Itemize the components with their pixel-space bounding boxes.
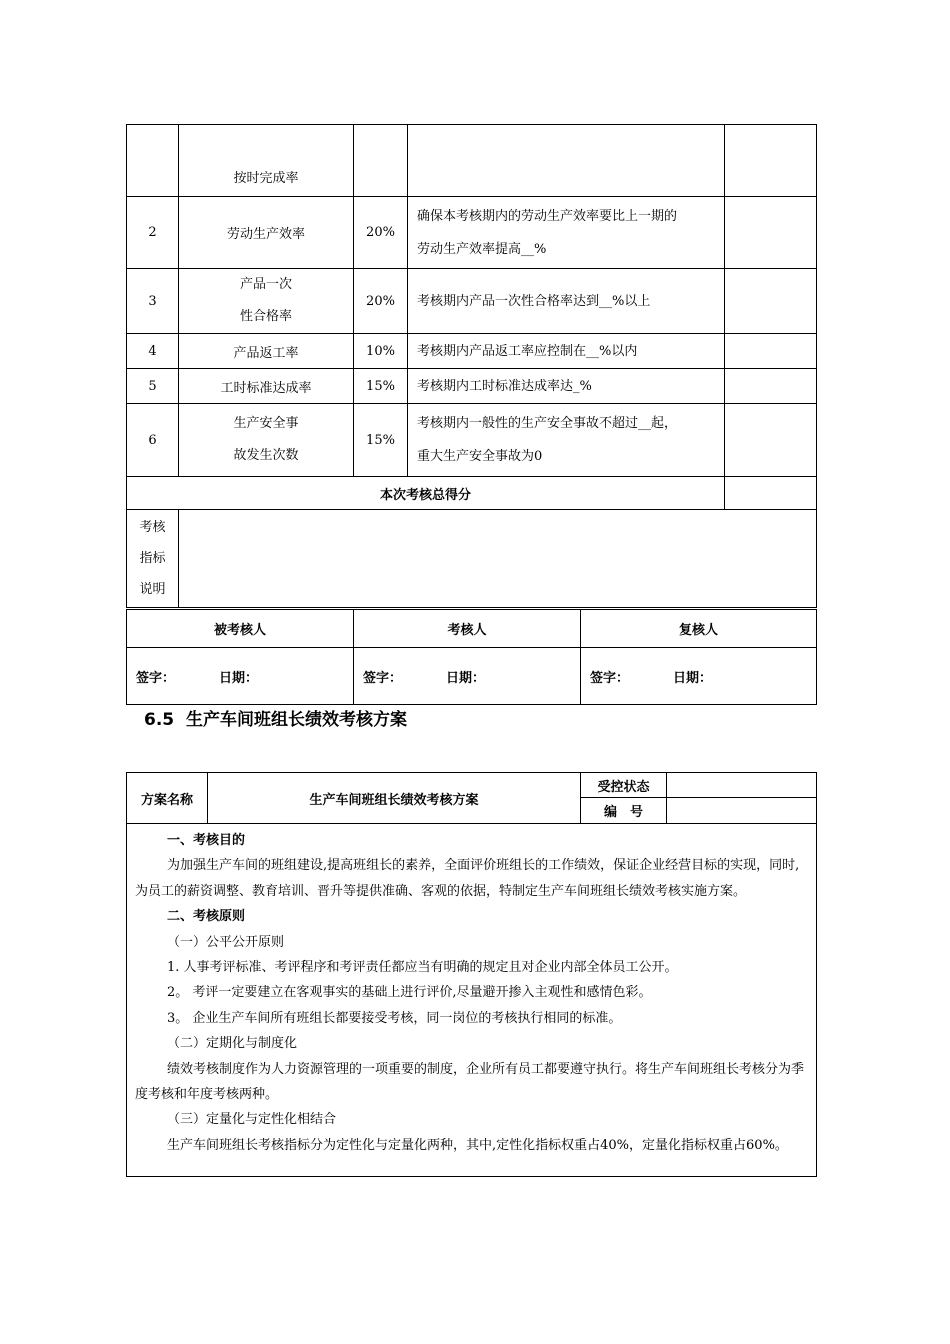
signature-table [126, 609, 817, 705]
total-score-row [127, 477, 817, 510]
standard-cell [408, 125, 725, 197]
indicator-text: 按时完成率 [233, 171, 299, 186]
weight-cell [354, 125, 408, 197]
explanation-label-line: 说明 [139, 582, 166, 597]
table-row [127, 125, 817, 197]
row-index: 4 [127, 334, 179, 369]
row-index: 2 [127, 197, 179, 269]
indicator-cell: 工时标准达成率 [179, 369, 354, 404]
signature-cell [127, 648, 354, 705]
standard-cell [408, 404, 725, 477]
row-index: 5 [127, 369, 179, 404]
indicator-cell [179, 269, 354, 334]
score-cell [725, 369, 817, 404]
signature-row [127, 648, 817, 705]
weight-cell: 20% [354, 269, 408, 334]
plan-body-row [127, 824, 817, 1177]
paragraph: 绩效考核制度作为人力资源管理的一项重要的制度，企业所有员工都要遵守执行。将生产车间班组长考核分为季度考核和年度考核两种。 [135, 1061, 805, 1103]
row-index: 6 [127, 404, 179, 477]
list-item: 1. 人事考评标准、考评程序和考评责任都应当有明确的规定且对企业内部全体员工公开。 [167, 960, 678, 976]
row-index [127, 125, 179, 197]
weight-cell: 15% [354, 404, 408, 477]
sign-label: 签字： [363, 670, 403, 686]
standard-cell [408, 197, 725, 269]
signer-assessee: 被考核人 [127, 610, 354, 648]
indicator-line: 生产安全事 [233, 416, 299, 431]
indicator-line: 性合格率 [239, 309, 292, 324]
paragraph: 生产车间班组长考核指标分为定性化与定量化两种，其中,定性化指标权重占40%，定量化指标权重占60%。 [167, 1137, 788, 1153]
number-value [667, 798, 817, 824]
weight-cell: 20% [354, 197, 408, 269]
list-item: 2。 考评一定要建立在客观事实的基础上进行评价,尽量避开掺入主观性和感情色彩。 [167, 985, 652, 1001]
date-label: 日期： [673, 670, 713, 686]
score-cell [725, 269, 817, 334]
plan-header-row [127, 773, 817, 798]
explanation-label [127, 510, 179, 608]
standard-cell: 考核期内工时标准达成率达_% [408, 369, 725, 404]
control-status-label: 受控状态 [581, 773, 667, 798]
plan-body [127, 824, 817, 1177]
standard-cell: 考核期内产品一次性合格率达到__%以上 [408, 269, 725, 334]
plan-table [126, 772, 817, 1177]
plan-name-value: 生产车间班组长绩效考核方案 [208, 773, 581, 824]
sign-label: 签字： [590, 670, 630, 686]
subheading: （二）定期化与制度化 [167, 1036, 298, 1052]
score-cell [725, 125, 817, 197]
standard-line: 确保本考核期内的劳动生产效率要比上一期的 [417, 208, 678, 224]
explanation-content [179, 510, 817, 608]
total-score-label: 本次考核总得分 [127, 477, 725, 510]
explanation-row [127, 510, 817, 608]
table-row [127, 404, 817, 477]
indicator-cell: 劳动生产效率 [179, 197, 354, 269]
indicator-cell: 产品返工率 [179, 334, 354, 369]
indicator-cell [179, 125, 354, 197]
signer-header-row [127, 610, 817, 648]
heading-purpose: 一、考核目的 [167, 833, 246, 848]
table-row [127, 334, 817, 369]
explanation-label-line: 考核 [139, 520, 166, 535]
standard-line: 劳动生产效率提高__% [417, 241, 547, 257]
plan-name-label: 方案名称 [127, 773, 208, 824]
weight-cell: 10% [354, 334, 408, 369]
table-row [127, 369, 817, 404]
heading-principles: 二、考核原则 [167, 909, 246, 925]
control-status-value [667, 773, 817, 798]
explanation-label-line: 指标 [139, 551, 166, 566]
standard-line: 考核期内一般性的生产安全事故不超过__起， [417, 416, 678, 431]
total-score-value [725, 477, 817, 510]
signer-assessor: 考核人 [354, 610, 581, 648]
signer-reviewer: 复核人 [581, 610, 817, 648]
paragraph: 为加强生产车间的班组建设,提高班组长的素养，全面评价班组长的工作绩效，保证企业经营目标的实现，同时,为员工的薪资调整、教育培训、晋升等提供准确、客观的依据，特制定生产车间班组长绩效考核实施方案。 [135, 858, 800, 899]
standard-line: 重大生产安全事故为0 [417, 449, 543, 464]
section-title: 6.5 生产车间班组长绩效考核方案 [144, 710, 407, 730]
indicator-line: 产品一次 [239, 277, 292, 292]
assessment-table [126, 124, 817, 608]
number-label: 编 号 [581, 798, 667, 824]
row-index: 3 [127, 269, 179, 334]
subheading: （一）公平公开原则 [167, 934, 285, 950]
table-row [127, 197, 817, 269]
subheading: （三）定量化与定性化相结合 [167, 1112, 337, 1128]
score-cell [725, 404, 817, 477]
date-label: 日期： [219, 670, 259, 686]
signature-cell [354, 648, 581, 705]
table-row [127, 269, 817, 334]
indicator-line: 故发生次数 [233, 448, 299, 463]
standard-cell: 考核期内产品返工率应控制在__%以内 [408, 334, 725, 369]
list-item: 3。 企业生产车间所有班组长都要接受考核，同一岗位的考核执行相同的标准。 [167, 1010, 622, 1026]
score-cell [725, 334, 817, 369]
date-label: 日期： [446, 670, 486, 686]
signature-cell [581, 648, 817, 705]
score-cell [725, 197, 817, 269]
weight-cell: 15% [354, 369, 408, 404]
indicator-cell [179, 404, 354, 477]
sign-label: 签字： [136, 670, 176, 686]
